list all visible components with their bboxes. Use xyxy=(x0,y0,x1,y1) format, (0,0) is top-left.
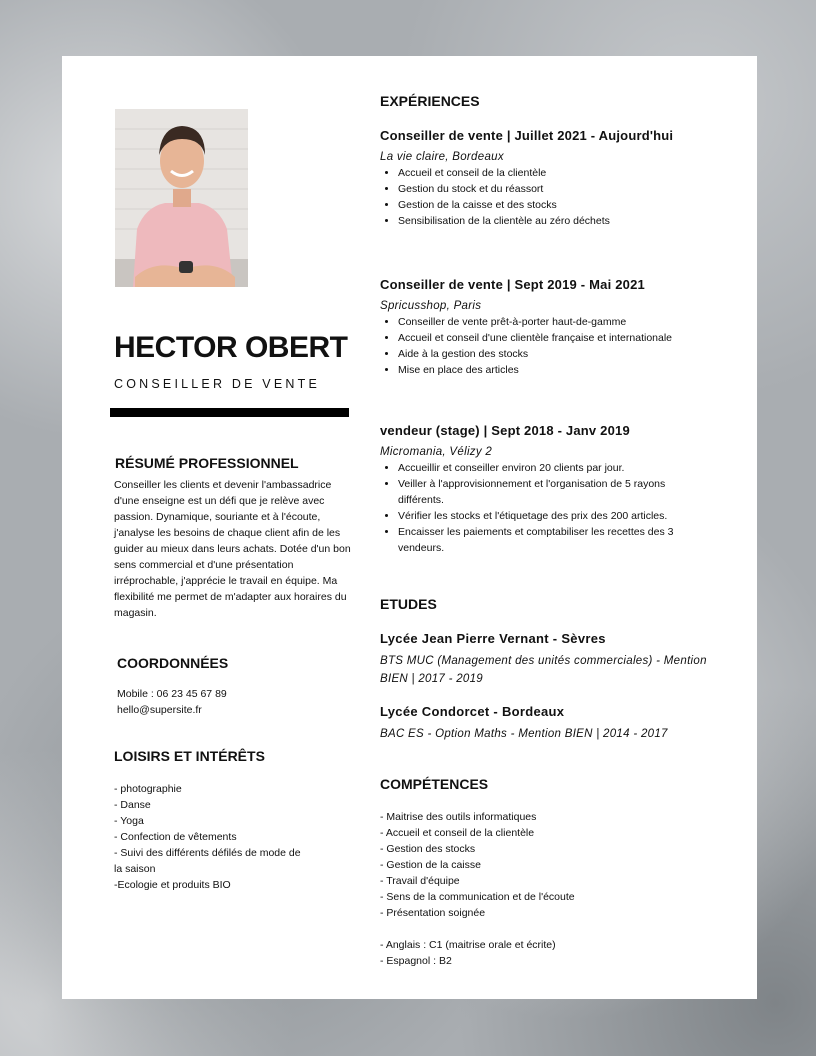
job-bullet: • Aide à la gestion des stocks xyxy=(398,346,710,362)
job-bullet: • Mise en place des articles xyxy=(398,362,710,378)
skills-list xyxy=(380,809,575,969)
resume-heading: RÉSUMÉ PROFESSIONNEL xyxy=(115,455,299,471)
education-school: Lycée Jean Pierre Vernant - Sèvres xyxy=(380,631,606,646)
resume-page xyxy=(62,56,757,999)
job-title: Conseiller de vente | Juillet 2021 - Aujourd'hui xyxy=(380,128,674,143)
skill-item: - Maitrise des outils informatiques xyxy=(380,811,537,823)
contact-email[interactable]: hello@supersite.fr xyxy=(117,704,202,716)
divider-bar xyxy=(110,408,349,417)
profile-photo xyxy=(115,109,248,287)
hobby-item: - Confection de vêtements xyxy=(114,831,237,843)
candidate-name: HECTOR OBERT xyxy=(114,331,348,364)
education-heading: ETUDES xyxy=(380,596,437,612)
contact-heading: COORDONNÉES xyxy=(117,655,229,671)
experience-heading: EXPÉRIENCES xyxy=(380,93,480,109)
skills-spacer xyxy=(380,921,575,937)
hobby-item: - Suivi des différents défilés de mode de xyxy=(114,847,301,859)
skill-item: - Travail d'équipe xyxy=(380,875,460,887)
hobbies-heading: LOISIRS ET INTÉRÊTS xyxy=(114,748,265,764)
job-entry-2 xyxy=(380,277,710,378)
job-bullets xyxy=(380,165,710,229)
education-school: Lycée Condorcet - Bordeaux xyxy=(380,704,565,719)
job-bullet: • Accueil et conseil d'une clientèle française et internationale xyxy=(398,330,710,346)
education-entry-1 xyxy=(380,631,710,688)
contact-phone: Mobile : 06 23 45 67 89 xyxy=(117,688,227,700)
skill-item: - Présentation soignée xyxy=(380,907,486,919)
job-place: La vie claire, Bordeaux xyxy=(380,151,504,163)
job-bullet: • Gestion de la caisse et des stocks xyxy=(398,197,710,213)
job-bullets xyxy=(380,460,710,556)
skill-item: - Accueil et conseil de la clientèle xyxy=(380,827,535,839)
job-bullets xyxy=(380,314,710,378)
job-entry-1 xyxy=(380,128,710,229)
job-bullet: • Veiller à l'approvisionnement et l'organisation de 5 rayons différents. xyxy=(398,476,710,508)
job-place: Spricusshop, Paris xyxy=(380,300,482,312)
hobby-item: - Yoga xyxy=(114,815,144,827)
job-bullet: • Vérifier les stocks et l'étiquetage des prix des 200 articles. xyxy=(398,508,710,524)
education-entry-2 xyxy=(380,704,710,743)
education-detail: BAC ES - Option Maths - Mention BIEN | 2014 - 2017 xyxy=(380,728,668,740)
skill-item: - Sens de la communication et de l'écoute xyxy=(380,891,575,903)
hobby-item: la saison xyxy=(114,863,156,875)
hobby-item: - photographie xyxy=(114,783,182,795)
resume-text: Conseiller les clients et devenir l'ambassadrice d'une enseigne est un défi que je relève avec passion. Dynamique, souriante et à l'écoute, j'analyse les besoins de chaque client afin de les guider au mieux dans leurs achats. Dotée d'un bon sens commercial et d'une présentation irréprochable, j'apprécie le travail en équipe. Ma flexibilité me permet de m'adapter aux horaires du magasin. xyxy=(114,479,351,619)
job-place: Micromania, Vélizy 2 xyxy=(380,446,493,458)
job-title: vendeur (stage) | Sept 2018 - Janv 2019 xyxy=(380,423,630,438)
contact-block xyxy=(117,686,227,718)
education-detail: BTS MUC (Management des unités commerciales) - Mention BIEN | 2017 - 2019 xyxy=(380,655,707,685)
job-bullet: • Accueil et conseil de la clientèle xyxy=(398,165,710,181)
language-item: - Anglais : C1 (maitrise orale et écrite) xyxy=(380,939,556,951)
job-title: Conseiller de vente | Sept 2019 - Mai 2021 xyxy=(380,277,645,292)
job-bullet: • Sensibilisation de la clientèle au zéro déchets xyxy=(398,213,710,229)
hobbies-list xyxy=(114,781,301,893)
hobby-item: - Danse xyxy=(114,799,151,811)
job-bullet: • Gestion du stock et du réassort xyxy=(398,181,710,197)
person-illustration xyxy=(115,109,248,287)
job-bullet: • Accueillir et conseiller environ 20 clients par jour. xyxy=(398,460,710,476)
skill-item: - Gestion des stocks xyxy=(380,843,476,855)
language-item: - Espagnol : B2 xyxy=(380,955,452,967)
job-bullet: • Conseiller de vente prêt-à-porter haut-de-gamme xyxy=(398,314,710,330)
job-bullet: • Encaisser les paiements et comptabiliser les recettes des 3 vendeurs. xyxy=(398,524,710,556)
job-entry-3 xyxy=(380,423,710,556)
skills-heading: COMPÉTENCES xyxy=(380,776,489,792)
skill-item: - Gestion de la caisse xyxy=(380,859,481,871)
hobby-item: -Ecologie et produits BIO xyxy=(114,879,231,891)
candidate-role: CONSEILLER DE VENTE xyxy=(114,377,320,391)
